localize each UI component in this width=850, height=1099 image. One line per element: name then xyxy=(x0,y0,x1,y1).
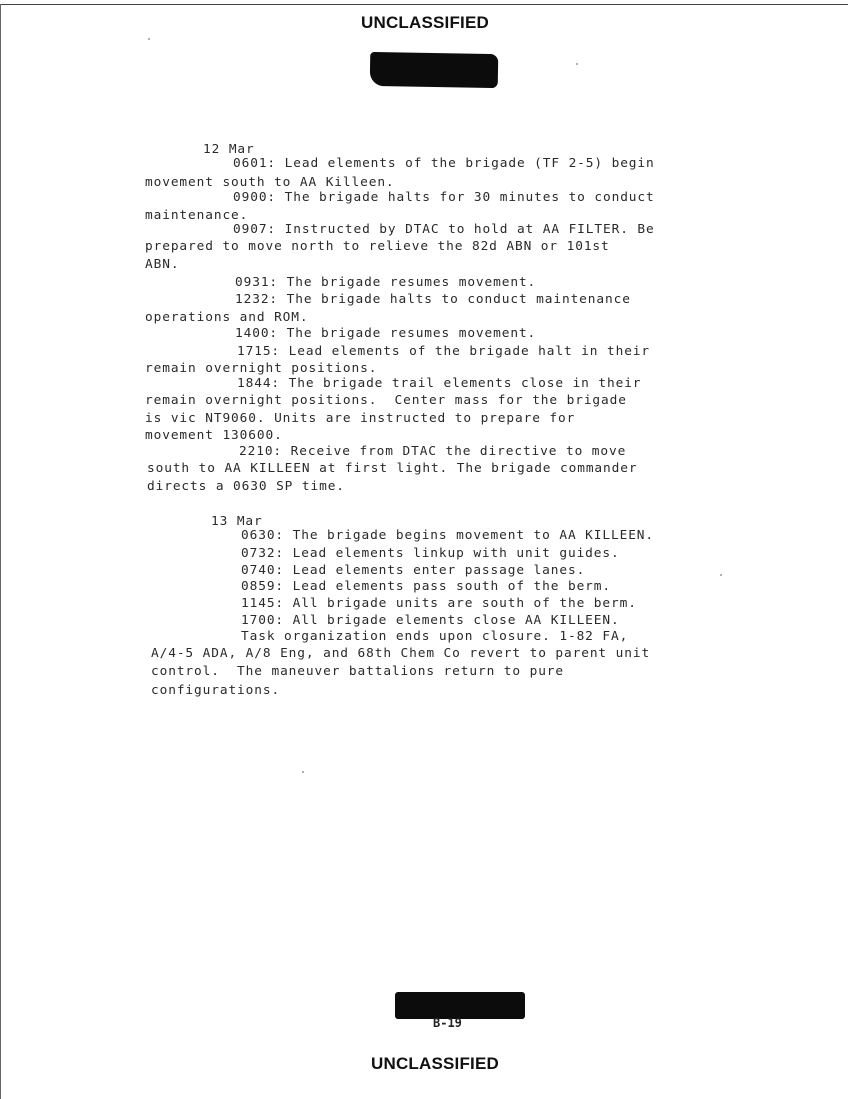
entry-line: configurations. xyxy=(151,683,281,698)
entry-line: 1700: All brigade elements close AA KILLEEN. xyxy=(241,613,620,628)
redaction-block-top xyxy=(370,52,499,88)
page-number: B-19 xyxy=(433,1016,462,1030)
entry-line: Task organization ends upon closure. 1-82 FA, xyxy=(241,629,629,644)
entry-line: 0931: The brigade resumes movement. xyxy=(235,275,537,290)
entry-line: prepared to move north to relieve the 82d ABN or 101st xyxy=(145,239,610,254)
entry-line: ABN. xyxy=(145,257,180,272)
entry-line: 0601: Lead elements of the brigade (TF 2-5) begin xyxy=(233,156,655,171)
entry-line: 0900: The brigade halts for 30 minutes to conduct xyxy=(233,190,655,205)
entry-line: is vic NT9060. Units are instructed to prepare for xyxy=(145,411,576,426)
scan-speck xyxy=(720,574,722,576)
redaction-block-bottom xyxy=(395,992,525,1019)
entry-line: 0732: Lead elements linkup with unit guides. xyxy=(241,546,620,561)
entry-line: control. The maneuver battalions return to pure xyxy=(151,664,565,679)
top-border xyxy=(0,4,848,5)
entry-line: operations and ROM. xyxy=(145,310,309,325)
entry-line: south to AA KILLEEN at first light. The brigade commander xyxy=(147,461,638,476)
entry-line: movement south to AA Killeen. xyxy=(145,175,395,190)
entry-line: remain overnight positions. Center mass for the brigade xyxy=(145,393,627,408)
scan-speck xyxy=(302,771,304,773)
entry-line: A/4-5 ADA, A/8 Eng, and 68th Chem Co revert to parent unit xyxy=(151,646,651,661)
entry-line: 0859: Lead elements pass south of the berm. xyxy=(241,579,611,594)
entry-line: 1400: The brigade resumes movement. xyxy=(235,326,537,341)
entry-line: maintenance. xyxy=(145,208,249,223)
scan-speck xyxy=(576,63,578,65)
entry-line: 2210: Receive from DTAC the directive to move xyxy=(239,444,627,459)
left-border xyxy=(0,4,1,1099)
entry-line: 1715: Lead elements of the brigade halt in their xyxy=(237,344,651,359)
entry-line: movement 130600. xyxy=(145,428,283,443)
entry-line: 0740: Lead elements enter passage lanes. xyxy=(241,563,586,578)
classification-footer: UNCLASSIFIED xyxy=(370,1054,500,1073)
entry-line: remain overnight positions. xyxy=(145,361,378,376)
entry-line: 0907: Instructed by DTAC to hold at AA FILTER. Be xyxy=(233,222,655,237)
section-date-13-mar: 13 Mar xyxy=(211,514,263,529)
section-date-12-mar: 12 Mar xyxy=(203,142,255,157)
scan-speck xyxy=(148,38,150,40)
entry-line: 1145: All brigade units are south of the berm. xyxy=(241,596,637,611)
classification-header: UNCLASSIFIED xyxy=(360,13,490,32)
entry-line: 0630: The brigade begins movement to AA KILLEEN. xyxy=(241,528,655,543)
entry-line: directs a 0630 SP time. xyxy=(147,479,345,494)
entry-line: 1232: The brigade halts to conduct maintenance xyxy=(235,292,631,307)
entry-line: 1844: The brigade trail elements close in their xyxy=(237,376,642,391)
